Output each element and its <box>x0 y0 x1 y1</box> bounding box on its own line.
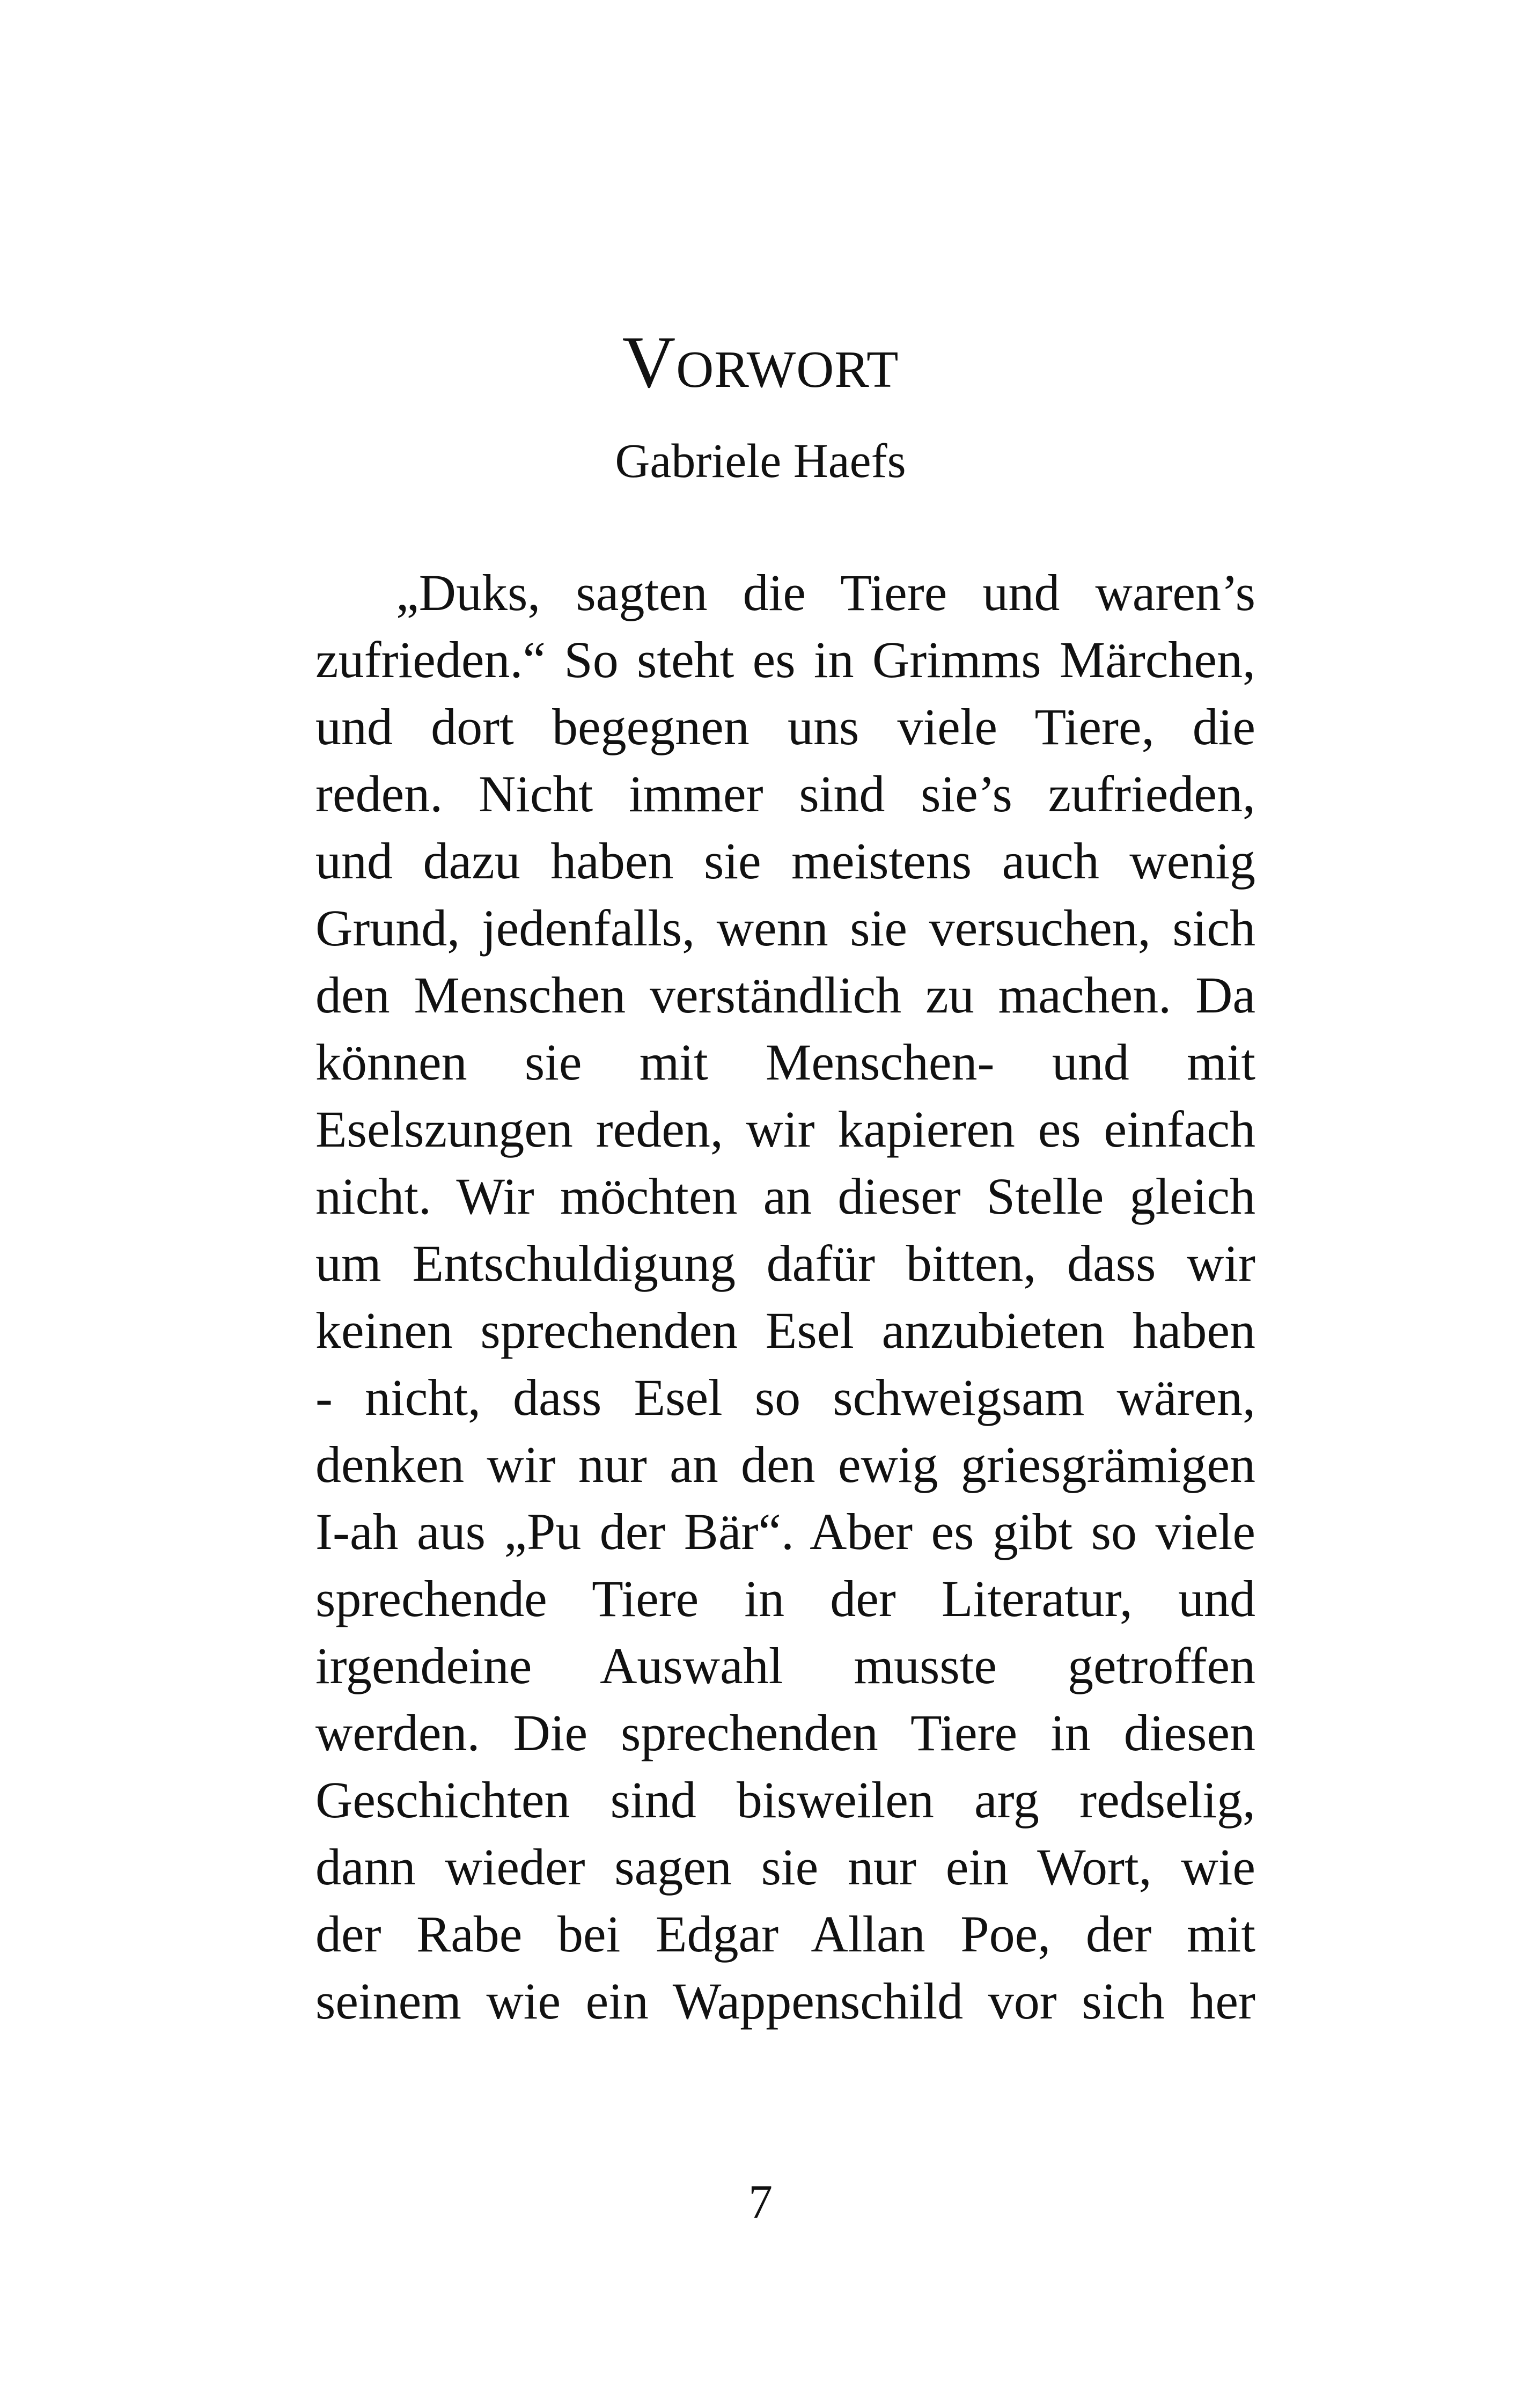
text-line: um Entschuldigung dafür bitten, dass wir <box>315 1235 1255 1292</box>
text-line: I-ah aus „Pu der Bär“. Aber es gibt so viele <box>315 1503 1255 1560</box>
text-line: sprechende Tiere in der Literatur, und <box>315 1570 1255 1627</box>
text-line: dann wieder sagen sie nur ein Wort, wie <box>315 1838 1255 1896</box>
chapter-title: Vorwort <box>622 321 899 403</box>
text-line: denken wir nur an den ewig griesgrämigen <box>315 1436 1255 1493</box>
text-line: werden. Die sprechenden Tiere in diesen <box>315 1704 1255 1761</box>
text-line: der Rabe bei Edgar Allan Poe, der mit <box>315 1905 1255 1963</box>
text-line: irgendeine Auswahl musste getroffen <box>315 1637 1255 1694</box>
text-line: Grund, jedenfalls, wenn sie versuchen, sich <box>315 899 1255 957</box>
body-paragraph <box>315 559 1255 2035</box>
chapter-author: Gabriele Haefs <box>615 435 906 488</box>
text-line: Eselszungen reden, wir kapieren es einfach <box>315 1100 1255 1158</box>
text-line: und dazu haben sie meistens auch wenig <box>315 832 1255 890</box>
text-line: zufrieden.“ So steht es in Grimms Märchen, <box>315 631 1255 688</box>
text-line: den Menschen verständlich zu machen. Da <box>315 966 1255 1024</box>
text-line: nicht. Wir möchten an dieser Stelle gleich <box>315 1168 1255 1225</box>
text-line: - nicht, dass Esel so schweigsam wären, <box>315 1369 1255 1426</box>
page-number: 7 <box>748 2176 773 2229</box>
text-line: Geschichten sind bisweilen arg redselig, <box>315 1771 1255 1829</box>
text-line: reden. Nicht immer sind sie’s zufrieden, <box>315 765 1255 823</box>
text-line: seinem wie ein Wappenschild vor sich her <box>315 1972 1255 2030</box>
text-line: keinen sprechenden Esel anzubieten haben <box>315 1302 1255 1359</box>
text-line: „Duks, sagten die Tiere und waren’s <box>396 564 1255 621</box>
text-line: können sie mit Menschen- und mit <box>315 1033 1255 1091</box>
text-line: und dort begegnen uns viele Tiere, die <box>315 698 1255 755</box>
